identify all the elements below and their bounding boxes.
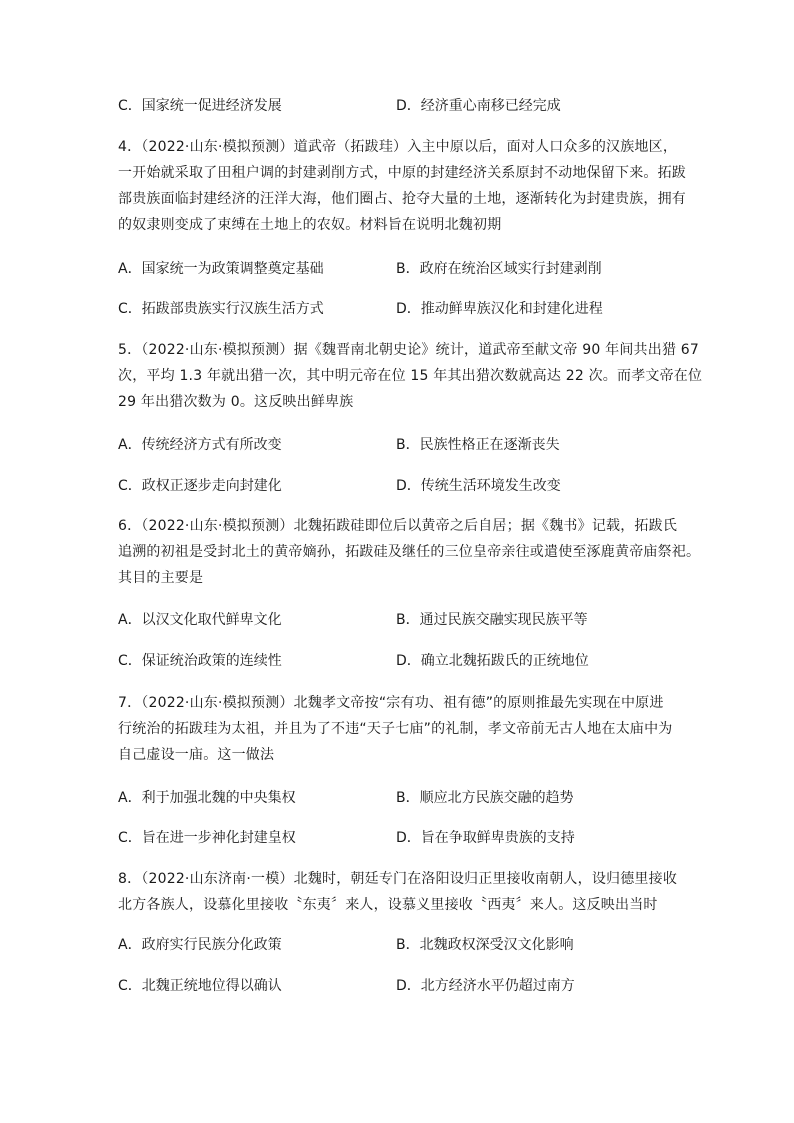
q5-stem-line-1: 5．（2022·山东·模拟预测）据《魏晋南北朝史论》统计，道武帝至献文帝 90 年间共出猎 67: [118, 342, 700, 358]
q7-option-d: D．旨在争取鲜卑贵族的支持: [396, 830, 575, 846]
q4-stem-line-2: 一开始就采取了田租户调的封建剥削方式，中原的封建经济关系原封不动地保留下来。拓跋: [118, 165, 686, 181]
q7-stem-line-2: 行统治的拓跋珪为太祖，并且为了不违“天子七庙”的礼制，孝文帝前无古人地在太庙中为: [118, 721, 673, 737]
q5-option-d: D．传统生活环境发生改变: [396, 478, 561, 494]
q5-stem-line-3: 29 年出猎次数为 0。这反映出鲜卑族: [118, 394, 354, 410]
q8-option-a: A．政府实行民族分化政策: [118, 937, 282, 953]
q8-option-c: C．北魏正统地位得以确认: [118, 978, 282, 994]
q7-stem-line-3: 自己虚设一庙。这一做法: [118, 747, 275, 763]
q5-stem-line-2: 次，平均 1.3 年就出猎一次，其中明元帝在位 15 年其出猎次数就高达 22 次。而孝文帝在位: [118, 368, 703, 384]
q7-option-c: C．旨在进一步神化封建皇权: [118, 830, 296, 846]
q6-option-a: A．以汉文化取代鲜卑文化: [118, 612, 282, 628]
q4-stem-line-1: 4．（2022·山东·模拟预测）道武帝（拓跋珪）入主中原以后，面对人口众多的汉族地区，: [118, 139, 678, 155]
q4-stem-line-4: 的奴隶则变成了束缚在土地上的农奴。材料旨在说明北魏初期: [118, 217, 502, 233]
q5-option-c: C．政权正逐步走向封建化: [118, 478, 282, 494]
q6-option-d: D．确立北魏拓跋氏的正统地位: [396, 653, 589, 669]
q6-option-c: C．保证统治政策的连续性: [118, 653, 282, 669]
q7-option-b: B．顺应北方民族交融的趋势: [396, 790, 574, 806]
q4-option-a: A．国家统一为政策调整奠定基础: [118, 261, 324, 277]
q8-stem-line-1: 8．（2022·山东济南·一模）北魏时，朝廷专门在洛阳设归正里接收南朝人，设归德里接收: [118, 871, 678, 887]
q6-stem-line-3: 其目的主要是: [118, 570, 204, 586]
q7-stem-line-1: 7．（2022·山东·模拟预测）北魏孝文帝按“宗有功、祖有德”的原则推最先实现在中原进: [118, 695, 664, 711]
q5-option-b: B．民族性格正在逐渐丧失: [396, 437, 560, 453]
q4-option-d: D．推动鲜卑族汉化和封建化进程: [396, 301, 603, 317]
q6-option-b: B．通过民族交融实现民族平等: [396, 612, 588, 628]
q6-stem-line-2: 追溯的初祖是受封北土的黄帝嫡孙，拓跋硅及继任的三位皇帝亲往或遣使至涿鹿黄帝庙祭祀。: [118, 544, 701, 560]
q3-option-c: C．国家统一促进经济发展: [118, 98, 282, 114]
q8-option-b: B．北魏政权深受汉文化影响: [396, 937, 574, 953]
q8-stem-line-2: 北方各族人，设慕化里接收〝东夷〞来人，设慕义里接收〝西夷〞来人。这反映出当时: [118, 897, 658, 913]
q4-option-c: C．拓跋部贵族实行汉族生活方式: [118, 301, 324, 317]
q4-stem-line-3: 部贵族面临封建经济的汪洋大海，他们圈占、抢夺大量的土地，逐渐转化为封建贵族，拥有: [118, 191, 686, 207]
q7-option-a: A．利于加强北魏的中央集权: [118, 790, 296, 806]
q8-option-d: D．北方经济水平仍超过南方: [396, 978, 575, 994]
q6-stem-line-1: 6．（2022·山东·模拟预测）北魏拓跋硅即位后以黄帝之后自居；据《魏书》记载，拓跋氏: [118, 518, 678, 534]
q5-option-a: A．传统经济方式有所改变: [118, 437, 282, 453]
q3-option-d: D．经济重心南移已经完成: [396, 98, 561, 114]
q4-option-b: B．政府在统治区域实行封建剥削: [396, 261, 602, 277]
